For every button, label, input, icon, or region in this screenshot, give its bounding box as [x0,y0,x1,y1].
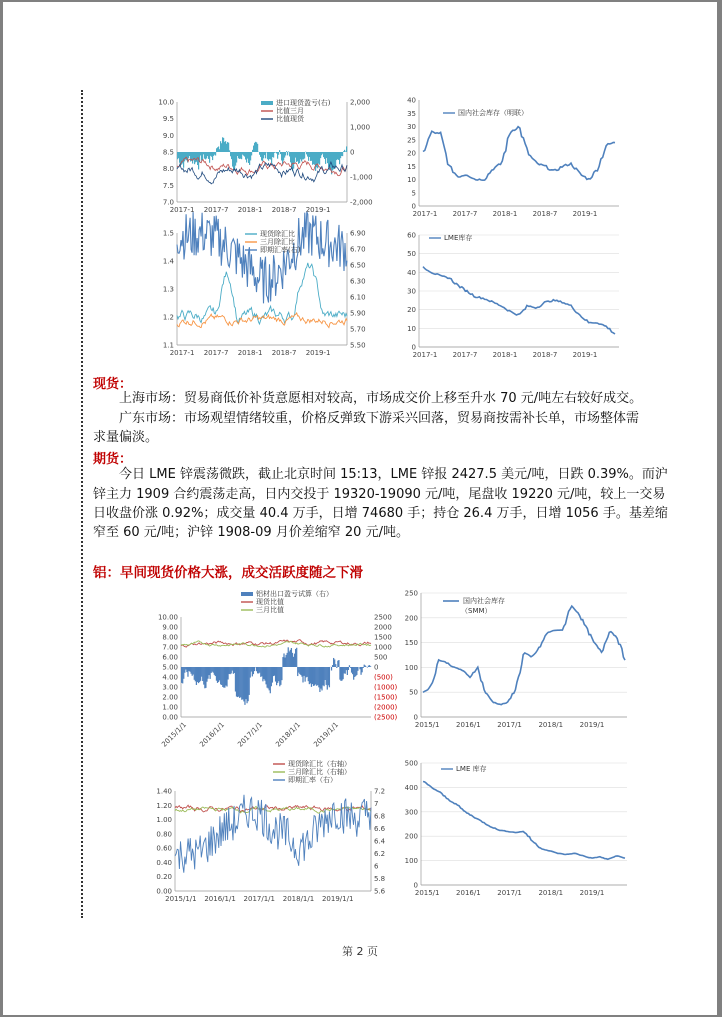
x-tick-label: 2015/1 [414,889,440,897]
y-tick-label: 1.3 [162,285,174,294]
legend-label: 比值现货 [276,115,304,123]
series-line [423,127,615,181]
bar [257,144,258,152]
y2-tick-label: 7.2 [374,787,386,796]
y2-tick-label: 1,000 [350,123,371,132]
legend-label: 国内社会库存 [463,597,505,605]
aluminum-export-ratio-chart [149,587,398,752]
futures-text-2: 锌主力 1909 合约震荡走高，日内交投于 19320-19090 元/吨，尾盘收 19220 元/吨，较上一交易 [93,487,666,502]
bar [285,152,286,155]
y-tick-label: 10.00 [157,613,178,622]
x-tick-label: 2015/1/1 [165,895,197,903]
y2-tick-label: 5.8 [374,875,386,883]
legend-label: 现货比值 [256,598,284,606]
x-tick-label: 2017/1 [497,889,522,897]
x-tick-label: 2017/1 [497,721,522,729]
y-tick-label: 2.00 [162,693,178,702]
bar [336,667,337,668]
bar [265,152,266,158]
series-line [177,212,347,304]
aluminum-domestic-inventory-chart [395,587,635,747]
series-line [177,263,347,324]
x-tick-label: 2016/1/1 [204,895,236,903]
bar [346,146,347,152]
y-tick-label: 1.4 [162,257,174,266]
y2-tick-label: 1000 [374,643,392,652]
y2-tick-label: 6.4 [374,837,386,846]
legend-label: 进口现货盈亏(右) [276,99,331,107]
bar [329,667,330,687]
x-tick-label: 2019-1 [305,206,331,214]
y-tick-label: 5.00 [162,663,178,672]
y-tick-label: 9.5 [162,115,174,124]
bar [348,667,349,670]
y-tick-label: 0 [413,881,418,890]
y-tick-label: 4.00 [162,673,178,682]
x-tick-label: 2016/1 [456,721,481,729]
bar [278,152,279,155]
bar [331,667,332,670]
bar [363,667,364,668]
series-line [423,782,625,860]
y-tick-label: 500 [404,759,418,768]
bar [287,152,288,155]
y-tick-label: 0.80 [156,830,172,839]
x-tick-label: 2019/1 [579,889,605,897]
legend-label: 比值三月 [276,107,304,115]
y2-tick-label: 6.50 [350,261,366,270]
bar [229,150,230,152]
y2-tick-label: 500 [374,653,388,662]
y-tick-label: 10 [407,176,416,184]
spot-guangdong-text-2: 求量偏淡。 [93,430,159,445]
y-tick-label: 10.0 [158,98,174,107]
x-tick-label: 2017/1/1 [236,720,265,749]
bar [335,664,336,667]
y-tick-label: 300 [404,808,418,817]
legend-label: 现货除汇比 [260,230,295,238]
y2-tick-label: 0 [350,148,355,157]
y2-tick-label: (500) [374,673,393,682]
y-tick-label: 200 [404,832,418,841]
y-tick-label: 20 [407,149,416,158]
y-tick-label: 0.00 [162,713,178,722]
y2-tick-label: (2000) [374,703,398,712]
y-tick-label: 20 [407,306,416,315]
x-tick-label: 2018/1 [538,721,564,729]
margin-dotted-line [81,90,83,918]
y-tick-label: 0 [413,713,418,722]
y-tick-label: 7.0 [162,198,174,207]
y2-tick-label: -2,000 [350,198,373,207]
legend-label: 国内社会库存（明联） [458,109,528,117]
y2-tick-label: 6.6 [374,825,386,833]
bar [215,152,216,156]
legend-swatch [241,592,253,596]
y2-tick-label: 2000 [374,623,392,632]
x-tick-label: 2015/1 [414,721,440,729]
x-tick-label: 2018-7 [271,349,297,357]
y2-tick-label: (1500) [374,693,398,702]
x-tick-label: 2018-1 [237,206,263,214]
aluminum-fx-ratio-chart [143,757,386,917]
bar [288,151,289,152]
y-tick-label: 8.0 [162,165,174,174]
y-tick-label: 200 [404,614,418,623]
bar [357,667,358,671]
x-tick-label: 2017-7 [203,206,229,214]
zinc-lme-inventory-chart [395,227,625,367]
x-tick-label: 2018/1/1 [274,720,303,749]
bar [273,152,274,158]
y-tick-label: 30 [407,123,416,131]
y-tick-label: 10 [407,324,416,333]
series-line [175,795,371,873]
legend-label: 即期汇率(右) [260,246,301,254]
y2-tick-label: 6.8 [374,812,386,821]
x-tick-label: 2017-7 [203,349,229,357]
y-tick-label: 0.40 [156,858,172,867]
bar [370,666,371,667]
futures-text-1: 今日 LME 锌震荡微跌，截止北京时间 15:13，LME 锌报 2427.5 美元/吨，日跌 0.39%。而沪 [119,467,668,482]
y-tick-label: 0.20 [156,873,172,882]
x-tick-label: 2015/1/1 [160,720,189,749]
spot-shanghai-text: 上海市场：贸易商低价补货意愿相对较高，市场成交价上移至升水 70 元/吨左右较好成交。 [119,391,643,406]
y-tick-label: 1.40 [156,787,172,796]
zinc-domestic-inventory-chart [395,94,625,224]
page-footer: 第 2 页 [342,945,378,958]
bar [338,660,339,667]
legend-label: 铝材出口盈亏试算（右） [256,590,333,598]
bar [304,152,305,158]
x-tick-label: 2017-7 [452,210,478,218]
y2-tick-label: (2500) [374,713,398,722]
x-tick-label: 2017-1 [169,206,195,214]
y-tick-label: 400 [404,783,418,792]
x-tick-label: 2018/1 [538,889,564,897]
bar [286,151,287,152]
legend-label: 三月比值 [256,606,284,614]
y2-tick-label: 5.50 [350,341,366,350]
y2-tick-label: -1,000 [350,173,373,182]
y-tick-label: 1.20 [156,801,172,810]
series-line [423,606,625,705]
y-tick-label: 250 [404,589,418,598]
x-tick-label: 2019-1 [305,349,331,357]
legend-label: LME库存 [444,234,473,242]
y2-tick-label: 1500 [374,633,392,642]
y2-tick-label: 6.30 [350,277,366,286]
y-tick-label: 0.60 [156,844,172,853]
y-tick-label: 9.00 [162,623,178,632]
x-tick-label: 2017/1/1 [243,895,276,903]
legend-label: LME 库存 [456,765,487,773]
y-tick-label: 9.0 [162,131,174,140]
series-line [423,267,615,334]
spot-heading: 现货： [93,377,133,392]
y2-tick-label: 5.70 [350,325,366,334]
aluminum-heading: 铝：早间现货价格大涨，成交活跃度随之下滑 [93,565,363,581]
series-line [177,162,347,184]
x-tick-label: 2017-1 [169,349,195,357]
bar [254,667,255,671]
x-tick-label: 2016/1 [456,889,481,897]
bar [296,648,297,667]
bar [279,150,280,152]
y2-tick-label: 0 [374,663,379,672]
zinc-ratio-chart [149,94,379,224]
y-tick-label: 100 [404,857,418,866]
y2-tick-label: 6 [374,862,379,871]
y2-tick-label: 6.10 [350,293,366,302]
y-tick-label: 8.00 [162,633,178,642]
y-tick-label: 25 [407,136,416,145]
x-tick-label: 2017-1 [412,210,438,218]
y-tick-label: 0 [411,202,416,211]
document-page [3,2,717,1015]
x-tick-label: 2017-1 [412,351,438,359]
y-tick-label: 150 [404,639,418,648]
bar [251,152,252,155]
legend-label: 即期汇率（右） [288,776,337,784]
y-tick-label: 40 [407,268,416,277]
y-tick-label: 50 [409,688,418,697]
y-tick-label: 0.00 [156,887,172,896]
legend-label: 三月除汇比 [260,238,295,246]
x-tick-label: 2018-1 [237,349,263,357]
y-tick-label: 8.5 [162,148,174,157]
y-tick-label: 40 [407,96,416,105]
y-tick-label: 7.5 [162,181,174,190]
y2-tick-label: 5.6 [374,887,386,896]
y2-tick-label: 2500 [374,613,392,622]
x-tick-label: 2019-1 [572,210,598,218]
x-tick-label: 2018/1/1 [282,895,315,903]
x-tick-label: 2019/1/1 [312,720,341,749]
x-tick-label: 2018-7 [271,206,297,214]
x-tick-label: 2019/1 [579,721,605,729]
y-tick-label: 60 [407,231,416,240]
x-tick-label: 2016/1/1 [198,720,227,749]
bar [367,667,368,668]
y-tick-label: 50 [407,250,416,259]
legend-swatch [261,101,273,105]
futures-text-4: 窄至 60 元/吨；沪锌 1908-09 月价差缩窄 20 元/吨。 [93,525,409,540]
series-line [177,313,347,328]
bar [281,667,282,680]
y-tick-label: 15 [407,162,416,171]
y2-tick-label: 5.90 [350,309,366,318]
x-tick-label: 2018-1 [492,210,518,218]
x-tick-label: 2018-7 [532,210,558,218]
legend-label: （SMM） [461,607,492,615]
y-tick-label: 1.2 [162,313,174,322]
futures-text-3: 日收盘价涨 0.92%；成交量 40.4 万手，日增 74680 手；持仓 26.4 万手，日增 1056 手。基差缩 [93,506,668,521]
y2-tick-label: 6.90 [350,229,366,238]
y-tick-label: 6.00 [162,653,178,662]
y-tick-label: 3.00 [162,683,178,692]
y-tick-label: 100 [404,663,418,672]
legend-label: 现货除汇比（右轴） [288,760,351,768]
futures-heading: 期货： [93,452,133,467]
bar [349,665,350,667]
y2-tick-label: 2,000 [350,98,371,107]
y2-tick-label: (1000) [374,683,398,692]
y2-tick-label: 7 [374,800,379,808]
x-tick-label: 2019/1/1 [321,895,354,903]
aluminum-lme-inventory-chart [395,757,635,907]
y-tick-label: 5 [411,189,416,198]
y-tick-label: 1.1 [162,341,174,350]
y-tick-label: 1.5 [162,229,174,238]
y-tick-label: 30 [407,287,416,296]
bar [342,152,343,156]
y2-tick-label: 6.2 [374,850,386,858]
y2-tick-label: 6.70 [350,245,366,254]
zinc-fx-ratio-chart [149,227,379,367]
x-tick-label: 2017-7 [452,351,478,359]
y-tick-label: 1.00 [156,816,172,825]
x-tick-label: 2018-7 [532,351,558,359]
legend-label: 三月除汇比（右轴） [288,768,351,776]
y-tick-label: 0 [411,343,416,352]
y-tick-label: 35 [407,109,416,118]
y-tick-label: 7.00 [162,643,178,652]
x-tick-label: 2019-1 [572,351,598,359]
x-tick-label: 2018-1 [492,351,518,359]
spot-guangdong-text: 广东市场：市场观望情绪较重，价格反弹致下游采兴回落，贸易商按需补长单，市场整体需 [119,411,640,426]
y-tick-label: 1.00 [162,703,178,712]
